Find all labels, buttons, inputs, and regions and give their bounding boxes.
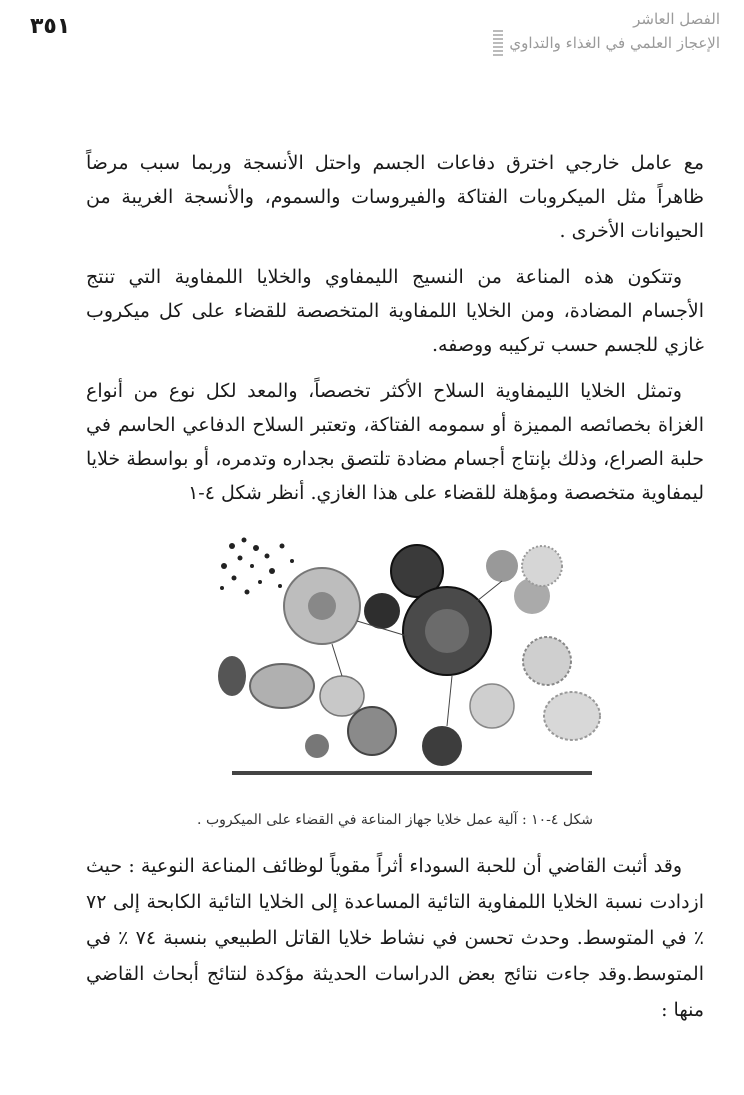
page-number: ٣٥١ <box>30 14 71 39</box>
chapter-title: الفصل العاشر <box>633 10 720 28</box>
book-subtitle: الإعجاز العلمي في الغذاء والتداوي <box>509 34 720 52</box>
body-text <box>86 146 704 522</box>
paragraph-1: مع عامل خارجي اخترق دفاعات الجسم واحتل الأنسجة وربما سبب مرضاً ظاهراً مثل الميكروبات الفتاكة والفيروسات والسموم، والأنسجة الغريبة من الحيوانات الأخرى . <box>86 152 704 242</box>
paragraph-2: وتتكون هذه المناعة من النسيج الليمفاوي والخلايا اللمفاوية التي تنتج الأجسام المضادة، ومن الخلايا اللمفاوية المتخصصة للقضاء على كل ميكروب غازي للجسم حسب تركيبه ووصفه. <box>86 266 704 356</box>
figure-illustration <box>212 526 612 786</box>
immune-cells-figure <box>212 526 612 786</box>
running-header <box>300 8 720 56</box>
body-text-continued <box>86 848 704 1040</box>
header-ornament-icon <box>493 30 503 56</box>
header-subtitle-row <box>300 30 720 56</box>
paragraph-4: وقد أثبت القاضي أن للحبة السوداء أثراً مقوياً لوظائف المناعة النوعية : حيث ازدادت نسبة الخلايا اللمفاوية التائية المساعدة إلى الخلايا التائية الكابحة إلى ٧٢ ٪ في المتوسط. وحدث تحسن في نشاط خلايا القاتل الطبيعي بنسبة ٧٤ ٪ في المتوسط.وقد جاءت نتائج بعض الدراسات الحديثة مؤكدة لنتائج أبحاث القاضي منها : <box>86 855 704 1021</box>
figure-caption: شكل ٤-١٠ : آلية عمل خلايا جهاز المناعة في القضاء على الميكروب . <box>197 812 593 828</box>
paragraph-3: وتمثل الخلايا الليمفاوية السلاح الأكثر تخصصاً، والمعد لكل نوع من أنواع الغزاة بخصائصه المميزة أو سمومه الفتاكة، وتعتبر السلاح الدفاعي الحاسم في حلبة الصراع، وذلك بإنتاج أجسام مضادة تلتصق بجداره وتدمره، أو بواسطة خلايا ليمفاوية متخصصة ومؤهلة للقضاء على هذا الغازي. أنظر شكل ٤-١ <box>86 380 704 504</box>
